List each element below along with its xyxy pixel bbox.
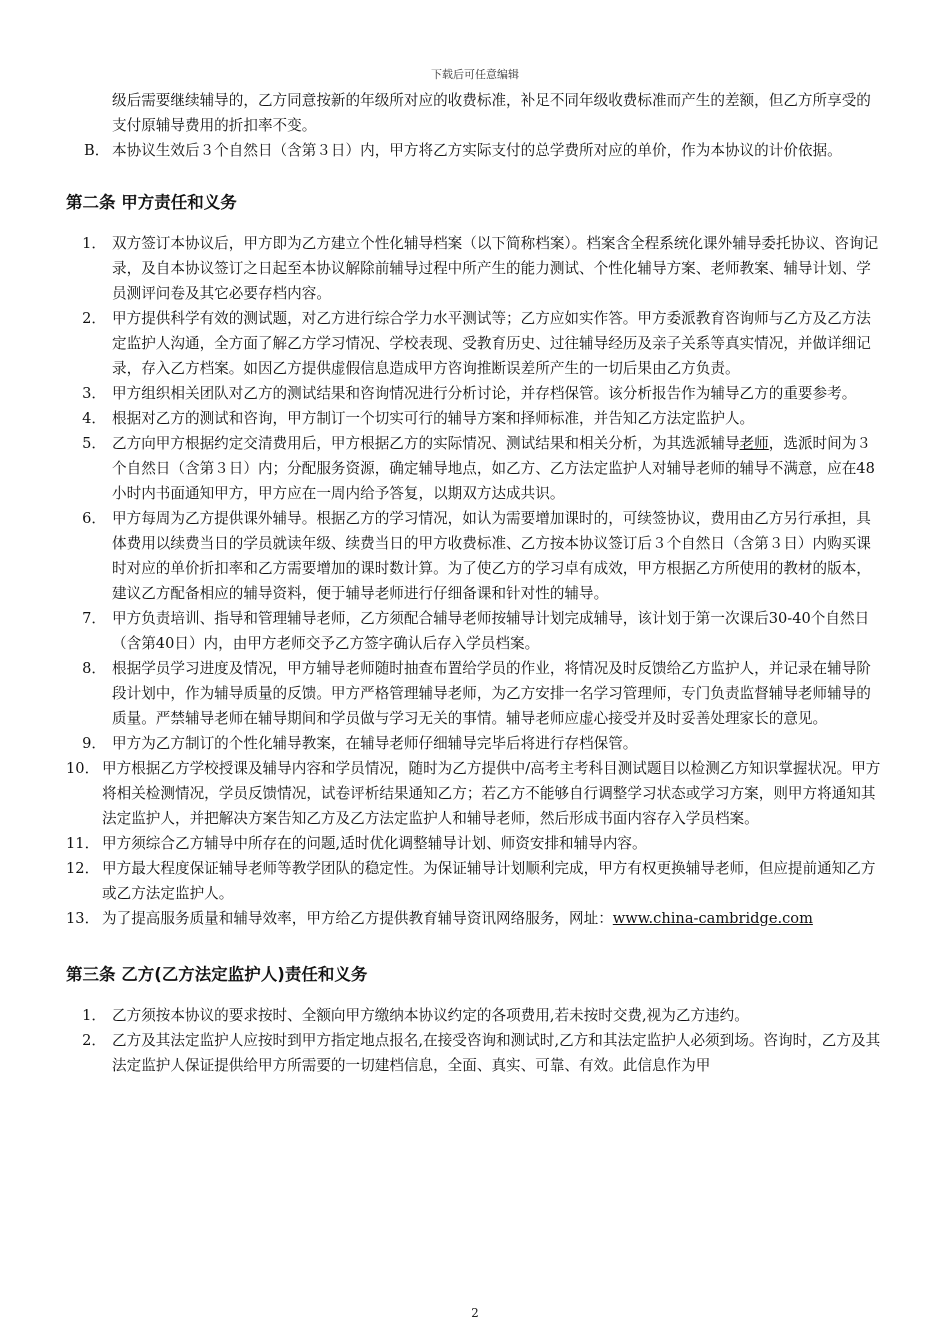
list-item [66, 656, 882, 731]
item-number: 10． [66, 760, 100, 777]
clause-text: 本协议生效后３个自然日（含第３日）内，甲方将乙方实际支付的总学费所对应的单价，作为本协议的计价依据。 [112, 142, 842, 159]
page-number: 2 [471, 1306, 479, 1320]
list-item [66, 731, 882, 756]
item-number: 1． [82, 1007, 106, 1024]
clause-number: B． [84, 142, 110, 159]
item-number: 3． [82, 385, 106, 402]
item-text: ，选派时间为３个自然日（含第３日）内；分配服务资源，确定辅导地点，如乙方、乙方法定监护人对辅导老师的辅导不满意，应在48小时内书面通知甲方，甲方应在一周内给予答复，以期双方达成共识。 [112, 435, 875, 502]
item-number: 11． [66, 835, 100, 852]
item-number: 5． [82, 435, 106, 452]
list-item [66, 506, 882, 606]
list-item [66, 306, 882, 381]
item-text: 根据对乙方的测试和咨询，甲方制订一个切实可行的辅导方案和择师标准，并告知乙方法定监护人。 [112, 410, 755, 427]
continuation-paragraph: 级后需要继续辅导的，乙方同意按新的年级所对应的收费标准，补足不同年级收费标准而产生的差额，但乙方所享受的支付原辅导费用的折扣率不变。 [112, 92, 871, 134]
section-2-list [66, 231, 882, 931]
item-number: 12． [66, 860, 100, 877]
item-text: 双方签订本协议后，甲方即为乙方建立个性化辅导档案（以下简称档案）。档案含全程系统化课外辅导委托协议、咨询记录，及自本协议签订之日起至本协议解除前辅导过程中所产生的能力测试、个性化辅导方案、老师教案、辅导计划、学员测评问卷及其它必要存档内容。 [112, 235, 879, 302]
item-text: 甲方最大程度保证辅导老师等教学团队的稳定性。为保证辅导计划顺利完成，甲方有权更换辅导老师，但应提前通知乙方或乙方法定监护人。 [102, 860, 876, 902]
item-text: 甲方每周为乙方提供课外辅导。根据乙方的学习情况，如认为需要增加课时的，可续签协议，费用由乙方另行承担，具体费用以续费当日的学员就读年级、续费当日的甲方收费标准、乙方按本协议签订后３个自然日（含第３日）内购买课时对应的单价折扣率和乙方需要增加的课时数计算。为了使乙方的学习卓有成效，甲方根据乙方所使用的教材的版本，建议乙方配备相应的辅导资料，便于辅导老师进行仔细备课和针对性的辅导。 [112, 510, 871, 602]
item-text: 根据学员学习进度及情况，甲方辅导老师随时抽查布置给学员的作业，将情况及时反馈给乙方监护人，并记录在辅导阶段计划中，作为辅导质量的反馈。甲方严格管理辅导老师，为乙方安排一名学习管理师，专门负责监督辅导老师辅导的质量。严禁辅导老师在辅导期间和学员做与学习无关的事情。辅导老师应虚心接受并及时妥善处理家长的意见。 [112, 660, 871, 727]
list-item [66, 231, 882, 306]
list-item [66, 381, 882, 406]
item-text: 甲方根据乙方学校授课及辅导内容和学员情况，随时为乙方提供中/高考主考科目测试题目以检测乙方知识掌握状况。甲方将相关检测情况，学员反馈情况，试卷评析结果通知乙方；若乙方不能够自行调整学习状态或学习方案，则甲方将通知其法定监护人，并把解决方案告知乙方及乙方法定监护人和辅导老师，然后形成书面内容存入学员档案。 [102, 760, 881, 827]
list-item [66, 1028, 882, 1078]
item-number: 9． [82, 735, 106, 752]
document-body [66, 88, 882, 1078]
clause-item-b [66, 138, 882, 163]
section-heading-2: 第二条 甲方责任和义务 [66, 193, 237, 212]
list-item [66, 1003, 882, 1028]
item-text: 甲方组织相关团队对乙方的测试结果和咨询情况进行分析讨论，并存档保管。该分析报告作为辅导乙方的重要参考。 [112, 385, 857, 402]
list-item [66, 431, 882, 506]
list-item [66, 831, 882, 856]
page-header: 下载后可任意编辑 [431, 68, 519, 81]
item-text: 乙方及其法定监护人应按时到甲方指定地点报名,在接受咨询和测试时,乙方和其法定监护人必须到场。咨询时，乙方及其法定监护人保证提供给甲方所需要的一切建档信息，全面、真实、可靠、有效。此信息作为甲 [112, 1032, 881, 1074]
item-number: 4． [82, 410, 106, 427]
item-number: 1． [82, 235, 106, 252]
item-number: 2． [82, 1032, 106, 1049]
item-text: 甲方负责培训、指导和管理辅导老师，乙方须配合辅导老师按辅导计划完成辅导，该计划于第一次课后30-40个自然日（含第40日）内，由甲方老师交予乙方签字确认后存入学员档案。 [112, 610, 870, 652]
item-number: 6． [82, 510, 106, 527]
list-item [66, 406, 882, 431]
list-item [66, 906, 882, 931]
section-heading-3: 第三条 乙方(乙方法定监护人)责任和义务 [66, 965, 368, 984]
underlined-word: 老师 [739, 435, 769, 452]
item-text: 乙方须按本协议的要求按时、全额向甲方缴纳本协议约定的各项费用,若未按时交费,视为乙方违约。 [112, 1007, 749, 1024]
item-text: 甲方为乙方制订的个性化辅导教案，在辅导老师仔细辅导完毕后将进行存档保管。 [112, 735, 638, 752]
item-text: 为了提高服务质量和辅导效率，甲方给乙方提供教育辅导资讯网络服务，网址： [102, 910, 613, 927]
item-number: 7． [82, 610, 106, 627]
item-text: 甲方须综合乙方辅导中所存在的问题,适时优化调整辅导计划、师资安排和辅导内容。 [102, 835, 647, 852]
item-text: 甲方提供科学有效的测试题，对乙方进行综合学力水平测试等；乙方应如实作答。甲方委派教育咨询师与乙方及乙方法定监护人沟通，全方面了解乙方学习情况、学校表现、受教育历史、过往辅导经历及亲子关系等真实情况，并做详细记录，存入乙方档案。如因乙方提供虚假信息造成甲方咨询推断误差所产生的一切后果由乙方负责。 [112, 310, 871, 377]
item-number: 2． [82, 310, 106, 327]
website-link[interactable]: www.china-cambridge.com [612, 910, 813, 927]
item-number: 13． [66, 910, 100, 927]
item-text: 乙方向甲方根据约定交清费用后，甲方根据乙方的实际情况、测试结果和相关分析，为其选派辅导 [112, 435, 740, 452]
list-item [66, 856, 882, 906]
list-item [66, 606, 882, 656]
item-number: 8． [82, 660, 106, 677]
section-3-list [66, 1003, 882, 1078]
list-item [66, 756, 882, 831]
